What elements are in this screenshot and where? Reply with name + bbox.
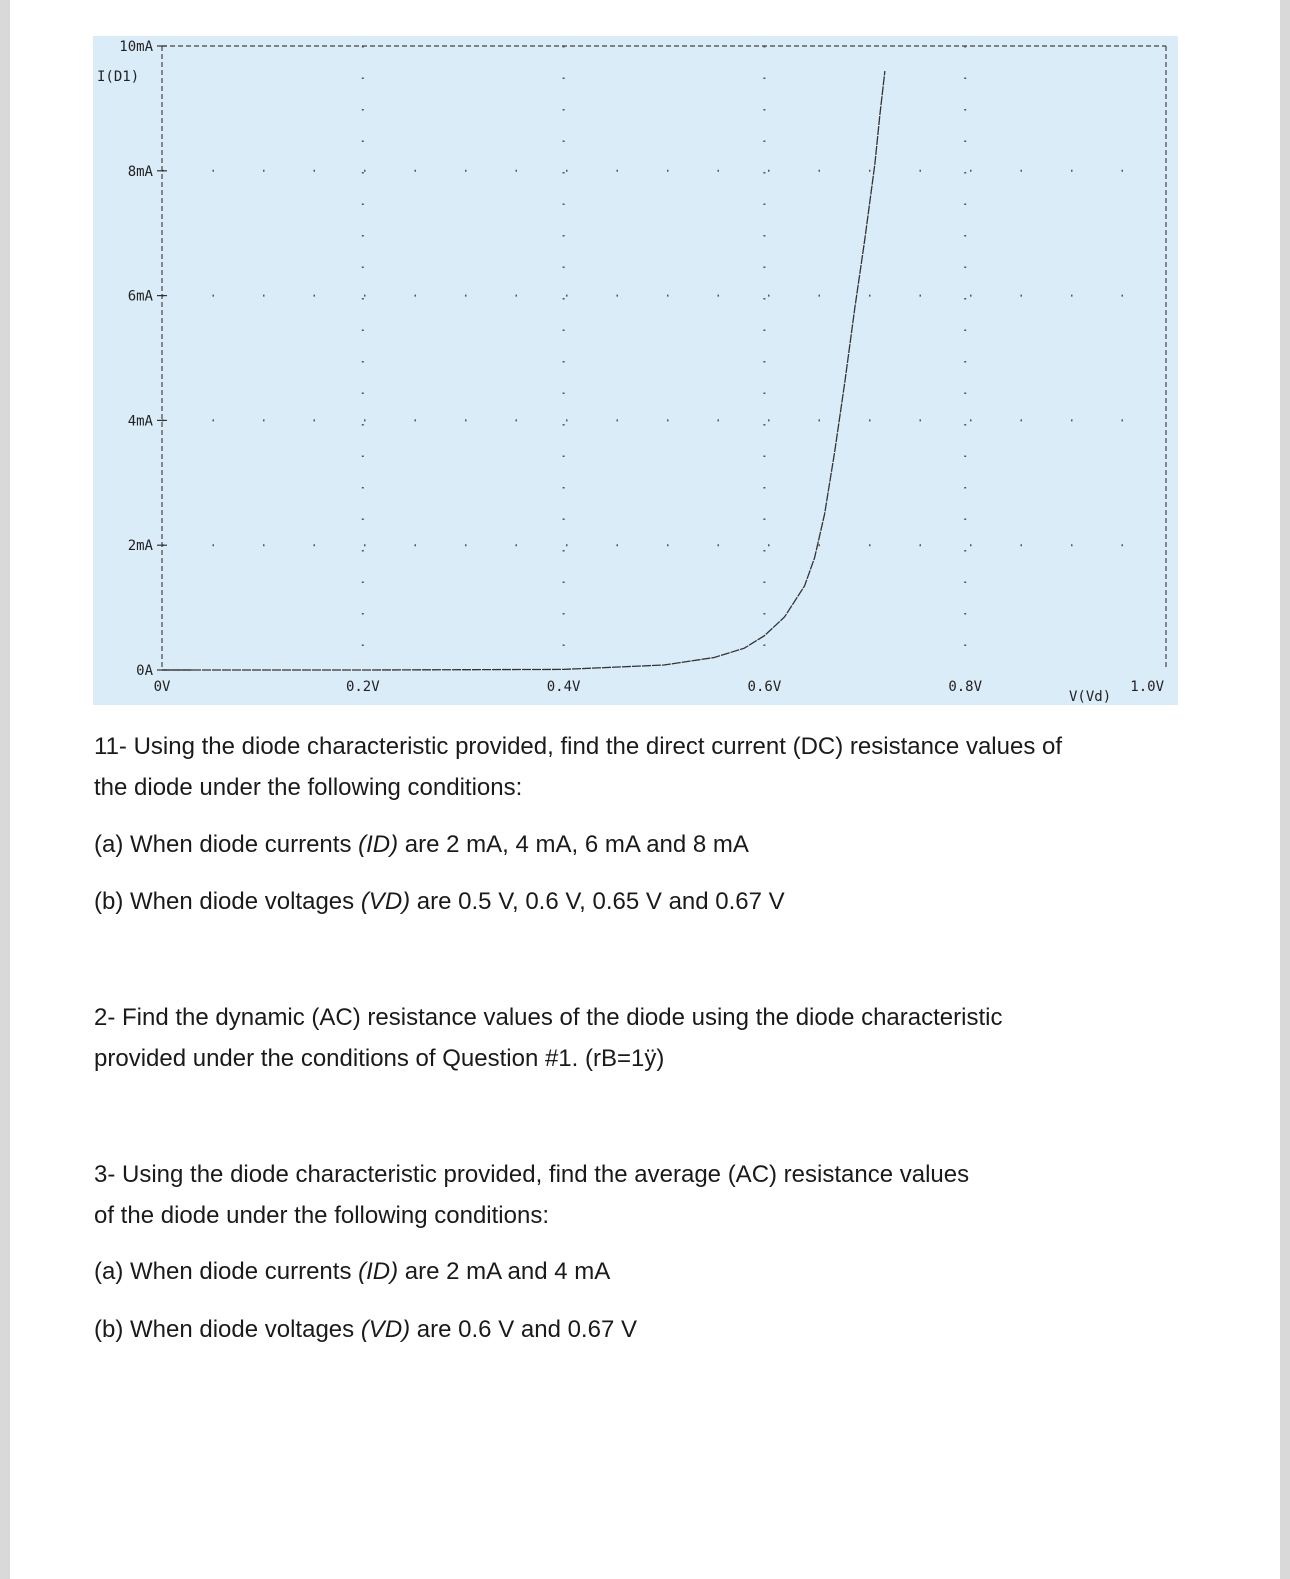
- y-axis-label: I(D1): [97, 69, 140, 85]
- x-tick-label: 0V: [153, 679, 171, 695]
- part-a-text: (a) When diode currents: [94, 831, 359, 858]
- chart-plot: [93, 36, 1178, 705]
- x-axis-label: V(Vd): [1069, 689, 1112, 705]
- y-axis: [119, 39, 167, 679]
- question-2-text: 2- Find the dynamic (AC) resistance values of the diode using the diode characteristic: [94, 1004, 1003, 1031]
- question-1-text: 11- Using the diode characteristic provided, find the direct current (DC) resistance values of: [94, 733, 1063, 760]
- part-b-values: are 0.6 V and 0.67 V: [410, 1316, 637, 1343]
- part-b-variable: (VD): [360, 888, 411, 915]
- x-tick-label: 0.6V: [747, 679, 782, 695]
- y-tick-label: 8mA: [127, 163, 153, 180]
- part-b-text: (b) When diode voltages: [94, 1316, 361, 1343]
- plot-frame: [162, 46, 1166, 670]
- question-1-part-a: [94, 824, 749, 865]
- x-tick-label: 1.0V: [1130, 679, 1164, 695]
- question-3-text-cont: of the diode under the following conditions:: [94, 1202, 549, 1229]
- question-2-text-cont: provided under the conditions of Question #1. (rB=1ÿ): [94, 1045, 665, 1072]
- y-tick-label: 2mA: [127, 538, 153, 555]
- part-a-variable: (ID): [358, 831, 399, 858]
- y-tick-label: 10mA: [119, 39, 153, 55]
- part-a-variable: (ID): [358, 1258, 399, 1285]
- y-tick-label: 0A: [136, 663, 153, 679]
- part-b-values: are 0.5 V, 0.6 V, 0.65 V and 0.67 V: [410, 888, 785, 915]
- document-page: [10, 0, 1280, 1579]
- x-tick-label: 0.4V: [546, 679, 581, 695]
- part-b-text: (b) When diode voltages: [94, 888, 361, 915]
- part-a-values: are 2 mA and 4 mA: [398, 1258, 611, 1285]
- x-axis: [154, 679, 1165, 695]
- part-a-text: (a) When diode currents: [94, 1258, 359, 1285]
- question-3-part-b: [94, 1309, 637, 1350]
- part-b-variable: (VD): [360, 1316, 411, 1343]
- part-a-values: are 2 mA, 4 mA, 6 mA and 8 mA: [398, 831, 749, 858]
- x-tick-label: 0.2V: [345, 679, 380, 695]
- y-tick-label: 4mA: [127, 413, 153, 430]
- diode-iv-chart: [93, 36, 1178, 705]
- question-3-part-a: [94, 1251, 610, 1292]
- y-tick-label: 6mA: [127, 288, 153, 305]
- series-line: [162, 71, 885, 670]
- x-tick-label: 0.8V: [948, 679, 983, 695]
- question-1-text-cont: the diode under the following conditions:: [94, 774, 523, 801]
- question-3-text: 3- Using the diode characteristic provided, find the average (AC) resistance values: [94, 1161, 970, 1188]
- grid: [162, 46, 1166, 670]
- question-1-part-b: [94, 881, 785, 922]
